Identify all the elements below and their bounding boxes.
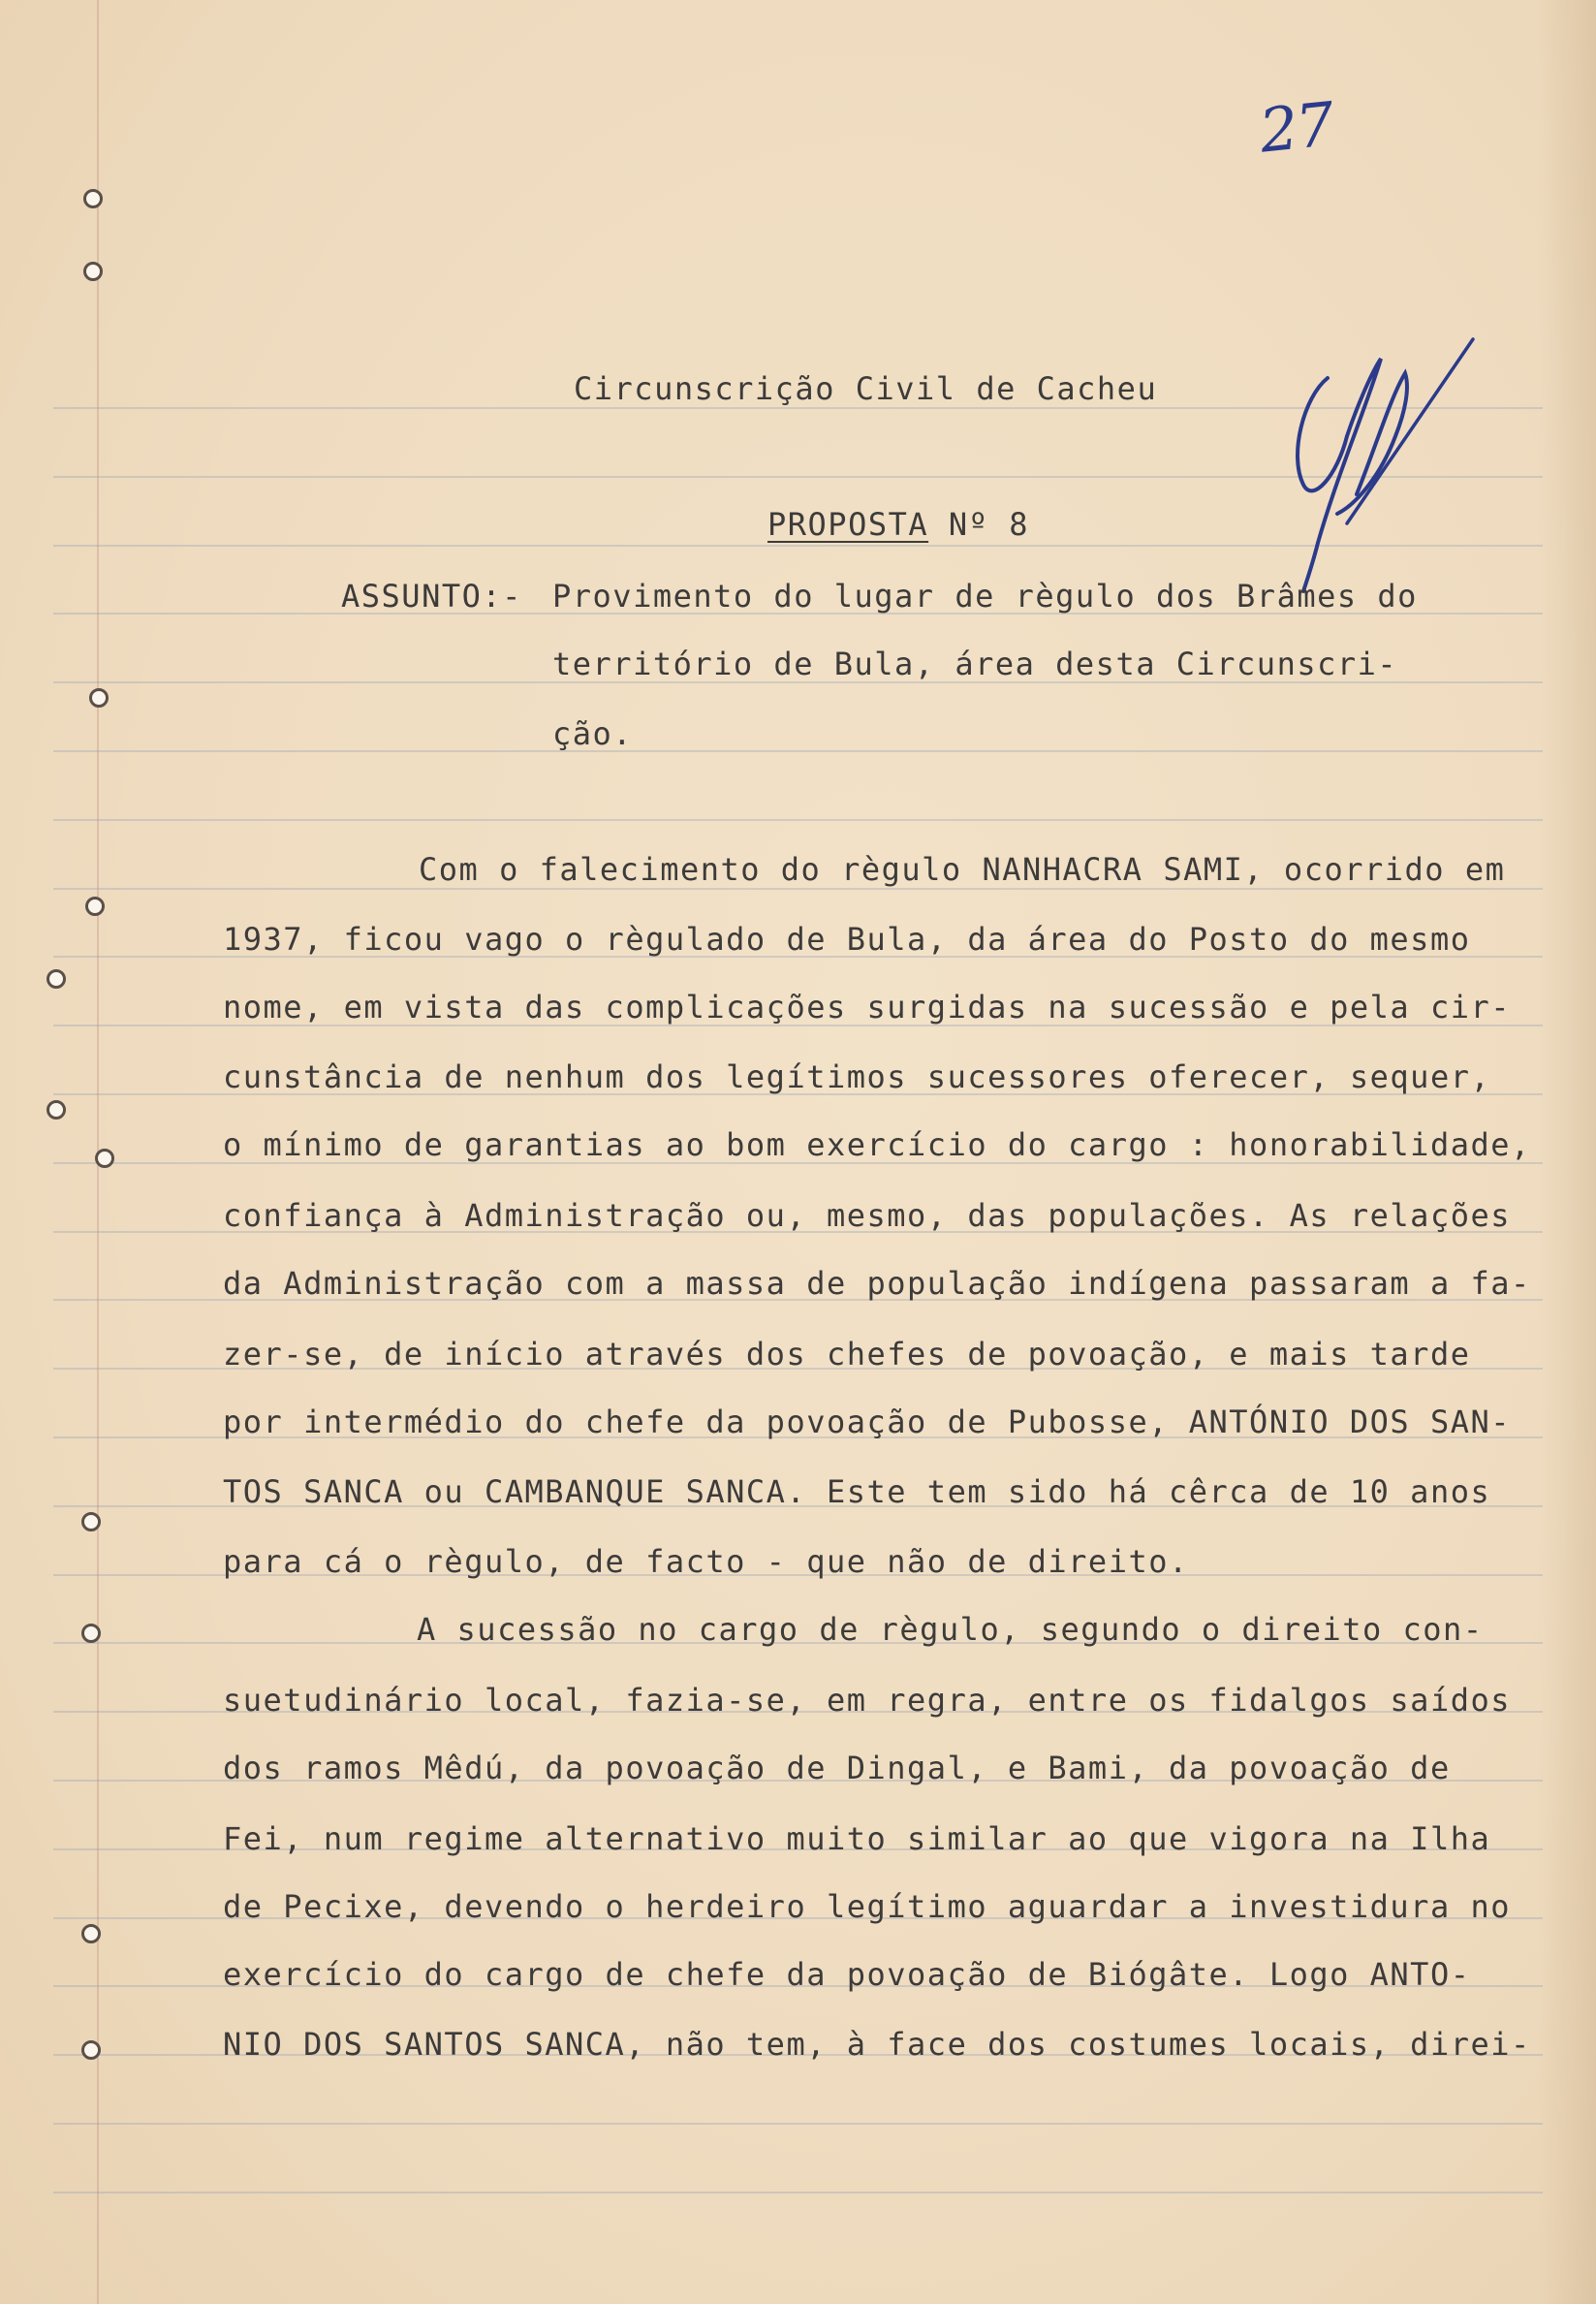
body-line: nome, em vista das complicações surgidas na sucessão e pela cir- xyxy=(223,989,1511,1026)
ruled-line xyxy=(53,2192,1543,2194)
binder-hole xyxy=(85,897,105,916)
proposal-title xyxy=(767,506,1029,543)
body-line: confiança à Administração ou, mesmo, das populações. As relações xyxy=(223,1197,1511,1234)
body-line: Fei, num regime alternativo muito similar ao que vigora na Ilha xyxy=(223,1820,1491,1857)
ruled-line xyxy=(53,888,1543,890)
subject-line: Provimento do lugar de règulo dos Brâmes do xyxy=(552,578,1418,615)
binder-hole xyxy=(81,1512,101,1531)
ruled-line xyxy=(53,819,1543,821)
binder-hole xyxy=(47,1100,66,1120)
body-line: NIO DOS SANTOS SANCA, não tem, à face dos costumes locais, direi- xyxy=(223,2026,1531,2063)
body-line: A sucessão no cargo de règulo, segundo o direito con- xyxy=(417,1611,1484,1648)
body-line: da Administração com a massa de população indígena passaram a fa- xyxy=(223,1265,1531,1302)
body-line: dos ramos Mêdú, da povoação de Dingal, e Bami, da povoação de xyxy=(223,1750,1451,1786)
body-line: para cá o règulo, de facto - que não de direito. xyxy=(223,1543,1189,1580)
proposal-number: Nº 8 xyxy=(948,506,1029,543)
body-line: por intermédio do chefe da povoação de Pubosse, ANTÓNIO DOS SAN- xyxy=(223,1404,1511,1440)
proposal-label: PROPOSTA xyxy=(767,506,929,543)
ruled-line xyxy=(53,750,1543,752)
body-line: TOS SANCA ou CAMBANQUE SANCA. Este tem sido há cêrca de 10 anos xyxy=(223,1473,1491,1510)
binder-hole xyxy=(47,969,66,989)
body-line: zer-se, de início através dos chefes de povoação, e mais tarde xyxy=(223,1336,1471,1373)
binder-hole xyxy=(81,1924,101,1943)
signature xyxy=(1211,320,1483,601)
binder-hole xyxy=(95,1149,114,1168)
document-header: Circunscrição Civil de Cacheu xyxy=(574,370,1158,407)
body-line: cunstância de nenhum dos legítimos sucessores oferecer, sequer, xyxy=(223,1058,1491,1095)
binder-hole xyxy=(81,2040,101,2060)
subject-line: território de Bula, área desta Circunscri- xyxy=(552,646,1398,682)
binder-hole xyxy=(83,189,103,208)
binder-hole xyxy=(83,262,103,281)
ruled-line xyxy=(53,2123,1543,2125)
body-line: suetudinário local, fazia-se, em regra, entre os fidalgos saídos xyxy=(223,1682,1511,1719)
subject-label: ASSUNTO:- xyxy=(341,578,522,615)
body-line: de Pecixe, devendo o herdeiro legítimo aguardar a investidura no xyxy=(223,1888,1511,1925)
binder-hole xyxy=(81,1624,101,1643)
body-line: 1937, ficou vago o règulado de Bula, da área do Posto do mesmo xyxy=(223,921,1471,958)
page-number: 27 xyxy=(1256,88,1336,167)
body-line: Com o falecimento do règulo NANHACRA SAMI, ocorrido em xyxy=(419,851,1506,888)
body-line: exercício do cargo de chefe da povoação de Biógâte. Logo ANTO- xyxy=(223,1956,1471,1993)
body-line: o mínimo de garantias ao bom exercício do cargo : honorabilidade, xyxy=(223,1126,1531,1163)
binder-hole xyxy=(89,688,109,708)
subject-line: ção. xyxy=(552,715,634,752)
